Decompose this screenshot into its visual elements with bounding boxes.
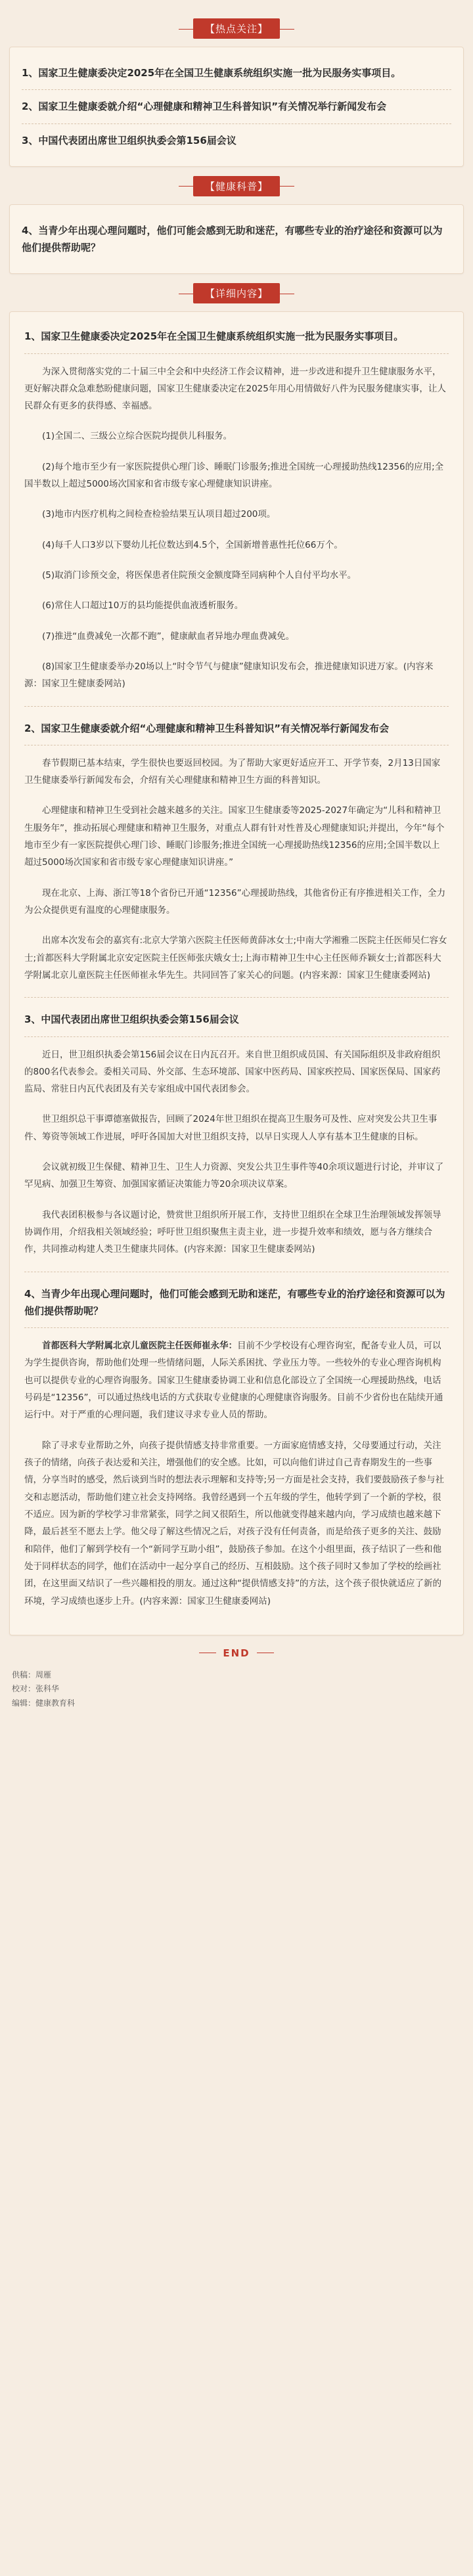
science-list-card bbox=[9, 204, 464, 275]
section-1-title: 1、国家卫生健康委决定2025年在全国卫生健康系统组织实施一批为民服务实事项目。 bbox=[24, 324, 449, 353]
science-banner-label: 【健康科普】 bbox=[193, 176, 280, 196]
hot-item-2[interactable]: 2、国家卫生健康委就介绍“心理健康和精神卫生科普知识”有关情况举行新闻发布会 bbox=[22, 90, 451, 123]
hot-banner bbox=[9, 18, 464, 39]
section-3-para-3: 会议就初级卫生保健、精神卫生、卫生人力资源、突发公共卫生事件等40余项议题进行讨论，并审议了罕见病、加强卫生筹资、加强国家循证决策能力等20余项决议草案。 bbox=[24, 1162, 444, 1190]
section-1-item-1: (1)全国二、三级公立综合医院均提供儿科服务。 bbox=[42, 431, 233, 442]
divider bbox=[24, 997, 449, 998]
credits bbox=[9, 1668, 464, 1711]
section-1-item-4: (4)每千人口3岁以下婴幼儿托位数达到4.5个，全国新增普惠性托位66万个。 bbox=[42, 539, 343, 550]
section-4-title: 4、当青少年出现心理问题时，他们可能会感到无助和迷茫，有哪些专业的治疗途径和资源可以为他们提供帮助呢？ bbox=[24, 1281, 449, 1329]
section-2-para-1: 春节假期已基本结束，学生很快也要返回校园。为了帮助大家更好适应开工、开学节奏，2月13日国家卫生健康委举行新闻发布会，介绍有关心理健康和精神卫生方面的科普知识。 bbox=[24, 757, 441, 786]
detail-banner bbox=[9, 283, 464, 303]
section-1-item-8: (8)国家卫生健康委举办20场以上“时令节气与健康”健康知识发布会，推进健康知识进万家。(内容来源：国家卫生健康委网站) bbox=[24, 661, 434, 690]
hot-item-3[interactable]: 3、中国代表团出席世卫组织执委会第156届会议 bbox=[22, 134, 236, 146]
science-item-4[interactable]: 4、当青少年出现心理问题时，他们可能会感到无助和迷茫，有哪些专业的治疗途径和资源可以为他们提供帮助呢？ bbox=[22, 224, 443, 254]
section-2-para-2: 心理健康和精神卫生受到社会越来越多的关注。国家卫生健康委等2025-2027年确定为“儿科和精神卫生服务年”，推动拓展心理健康和精神卫生服务，对重点人群有针对性普及心理健康知识;并提出，今年“每个地市至少有一家医院提供心理门诊、睡眠门诊服务;推进全国统一心理援助热线12356的应用;全国半数以上超过5000场次国家和省市级专家心理健康知识讲座。” bbox=[24, 805, 445, 868]
hot-item-1[interactable]: 1、国家卫生健康委决定2025年在全国卫生健康系统组织实施一批为民服务实事项目。 bbox=[22, 56, 451, 90]
expert-name: 首都医科大学附属北京儿童医院主任医师崔永华： bbox=[42, 1341, 237, 1352]
credit-editor: 编辑：健康教育科 bbox=[12, 1699, 76, 1708]
credit-proofreader: 校对：张科华 bbox=[12, 1684, 60, 1694]
section-2-para-3: 现在北京、上海、浙江等18个省份已开通“12356”心理援助热线，其他省份正有序推进相关工作，全力为公众提供更有温度的心理健康服务。 bbox=[24, 887, 446, 916]
section-3-para-2: 世卫组织总干事谭德塞做报告，回顾了2024年世卫组织在提高卫生服务可及性、应对突发公共卫生事件、筹资等领域工作进展，呼吁各国加大对世卫组织支持，以早日实现人人享有基本卫生健康的目标。 bbox=[24, 1114, 438, 1142]
end-text: END bbox=[223, 1647, 250, 1659]
detail-card bbox=[9, 311, 464, 1635]
divider bbox=[24, 706, 449, 707]
section-1-item-5: (5)取消门诊预交金，将医保患者住院预交金额度降至同病种个人自付平均水平。 bbox=[42, 570, 357, 581]
end-marker bbox=[9, 1647, 464, 1659]
section-3-title: 3、中国代表团出席世卫组织执委会第156届会议 bbox=[24, 1007, 449, 1036]
hot-list-card bbox=[9, 47, 464, 167]
section-4-para-2: 除了寻求专业帮助之外，向孩子提供情感支持非常重要。一方面家庭情感支持，父母要通过行动，关注孩子的情绪，向孩子表达爱和关注，增强他们的安全感。比如，可以向他们讲过自己青春期发生的一些事情，分享当时的感受，然后谈到当时的想法表示理解和支持等;另一方面是社会支持，我们要鼓励孩子参与社交和志愿活动，帮助他们建立社会支持网络。我曾经遇到一个五年级的学生，他转学到了一个新的学校，很不适应。因为新的学校学习非常紧张，同学之间又很陌生，所以他就变得越来越内向，学习成绩也越来越下降，最后甚至不愿去上学。他父母了解这些情况之后，对孩子没有任何责备，而是给孩子更多的关注、鼓励和陪伴，他们了解到学校有一个“新同学互助小组”，鼓励孩子参加。在这个小组里面，孩子结识了一些和他处于同样状态的同学，他们在活动中一起分享自己的经历、互相鼓励。这个孩子同时又参加了学校的绘画社团，在这里面又结识了一些兴趣相投的朋友。通过这种“提供情感支持”的方法，这个孩子很快就适应了新的环境，学习成绩也逐步上升。(内容来源：国家卫生健康委网站) bbox=[24, 1440, 445, 1607]
section-1-item-2: (2)每个地市至少有一家医院提供心理门诊、睡眠门诊服务;推进全国统一心理援助热线12356的应用;全国半数以上超过5000场次国家和省市级专家心理健康知识讲座。 bbox=[24, 461, 444, 490]
credit-supplier: 供稿：周雁 bbox=[12, 1670, 52, 1679]
section-1-item-7: (7)推进“血费减免一次都不跑”，健康献血者异地办理血费减免。 bbox=[42, 631, 295, 642]
section-2-para-4: 出席本次发布会的嘉宾有:北京大学第六医院主任医师黄薛冰女士;中南大学湘雅二医院主任医师吴仁容女士;首都医科大学附属北京安定医院主任医师张庆娥女士;上海市精神卫生中心主任医师乔颖女士;首都医科大学附属北京儿童医院主任医师崔永华先生。共同回答了家关心的问题。(内容来源：国家卫生健康委网站) bbox=[24, 935, 447, 981]
section-4-para-1 bbox=[24, 1337, 449, 1424]
section-1-item-6: (6)常住人口超过10万的县均能提供血液透析服务。 bbox=[42, 600, 244, 611]
detail-banner-label: 【详细内容】 bbox=[193, 283, 280, 303]
section-2-title: 2、国家卫生健康委就介绍“心理健康和精神卫生科普知识”有关情况举行新闻发布会 bbox=[24, 716, 449, 745]
section-1-item-3: (3)地市内医疗机构之间检查检验结果互认项目超过200项。 bbox=[42, 509, 276, 520]
science-banner bbox=[9, 176, 464, 196]
section-3-para-1: 近日，世卫组织执委会第156届会议在日内瓦召开。来自世卫组织成员国、有关国际组织及非政府组织的800名代表参会。委相关司局、外交部、生态环境部、国家中医药局、国家疾控局、国家医保局、国家药监局、常驻日内瓦代表团及有关专家组成中国代表团参会。 bbox=[24, 1049, 441, 1095]
hot-banner-label: 【热点关注】 bbox=[193, 18, 280, 39]
section-3-para-4: 我代表团积极参与各议题讨论，赞赏世卫组织所开展工作，支持世卫组织在全球卫生治理领域发挥领导协调作用，介绍我相关领域经验；呼吁世卫组织聚焦主责主业，进一步提升效率和绩效，愿与各方继续合作，共同推动构建人类卫生健康共同体。(内容来源：国家卫生健康委网站) bbox=[24, 1209, 441, 1255]
section-1-intro: 为深入贯彻落实党的二十届三中全会和中央经济工作会议精神，进一步改进和提升卫生健康服务水平，更好解决群众急难愁盼健康问题，国家卫生健康委决定在2025年用心用情做好八件为民服务健康实事，让人民群众有更多的获得感、幸福感。 bbox=[24, 366, 446, 412]
section-4-para-1-text: 目前不少学校设有心理咨询室，配备专业人员，可以为学生提供咨询，帮助他们处理一些情绪问题，人际关系困扰、学业压力等。一些较外的专业心理咨询机构也可以提供专业的心理咨询服务。国家卫生健康委协调工业和信息化部设立了全国统一心理援助热线，电话号码是“12356”，可以通过热线电话的方式获取专业健康的心理健康咨询服务。目前不少省份也在陆续开通运行中。对于严重的心理问题，我们建议寻求专业人员的帮助。 bbox=[24, 1341, 443, 1421]
